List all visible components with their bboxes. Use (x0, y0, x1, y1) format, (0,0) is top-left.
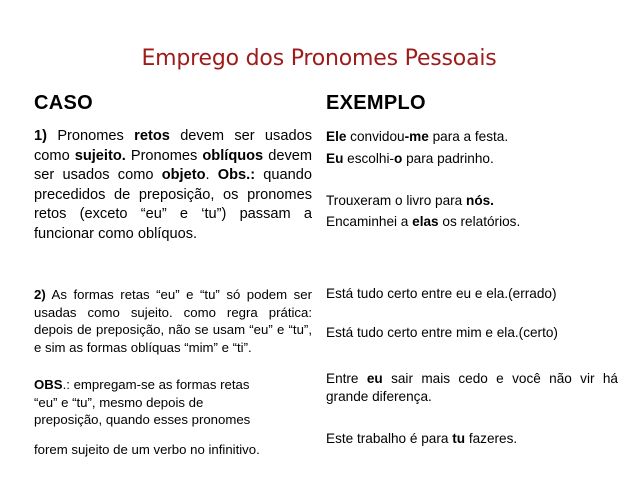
term-obs: Obs.: (217, 167, 256, 183)
example-6: Está tudo certo entre mim e ela.(certo) (326, 325, 558, 340)
rule-1-number: 1) (34, 128, 47, 144)
header-exemplo: EXEMPLO (326, 92, 426, 114)
rule-2-number: 2) (34, 287, 46, 302)
term-retos: retos (134, 128, 170, 144)
obs-last-line: forem sujeito de um verbo no infinitivo. (34, 442, 260, 457)
example-2: Eu escolhi-o para padrinho. (326, 151, 494, 166)
example-3: Trouxeram o livro para nós. (326, 193, 494, 208)
example-4: Encaminhei a elas os relatórios. (326, 214, 521, 229)
example-1: Ele convidou-me para a festa. (326, 129, 509, 144)
rule-1-paragraph: 1) Pronomes retos devem ser usados como sujeito. Pronomes oblíquos devem ser usados como objeto. Obs.: quando precedidos de preposição, os pronomes retos (exceto “eu” e ‘tu”) passam a funcionar como oblíquos. (34, 128, 313, 242)
term-obliquos: oblíquos (202, 147, 264, 164)
example-8: Este trabalho é para tu fazeres. (326, 431, 518, 446)
example-5: Está tudo certo entre eu e ela.(errado) (326, 286, 557, 301)
obs-label: OBS (34, 377, 63, 392)
term-sujeito: sujeito. (74, 147, 126, 164)
page-title: Emprego dos Pronomes Pessoais (141, 46, 497, 71)
example-7: Entre eu sair mais cedo e você não vir há grande diferença. (326, 371, 618, 404)
obs-paragraph: OBS.: empregam-se as formas retas “eu” e “tu”, mesmo depois de preposição, quando esses pronomes (34, 377, 251, 428)
header-caso: CASO (34, 92, 93, 114)
rule-2-paragraph: 2) As formas retas “eu” e “tu” só podem ser usadas como sujeito. como regra prática: depois de preposição, não se usam “eu” e “tu”, e sim as formas oblíquas “mim” e “ti”. (34, 287, 312, 355)
term-objeto: objeto (161, 167, 206, 183)
